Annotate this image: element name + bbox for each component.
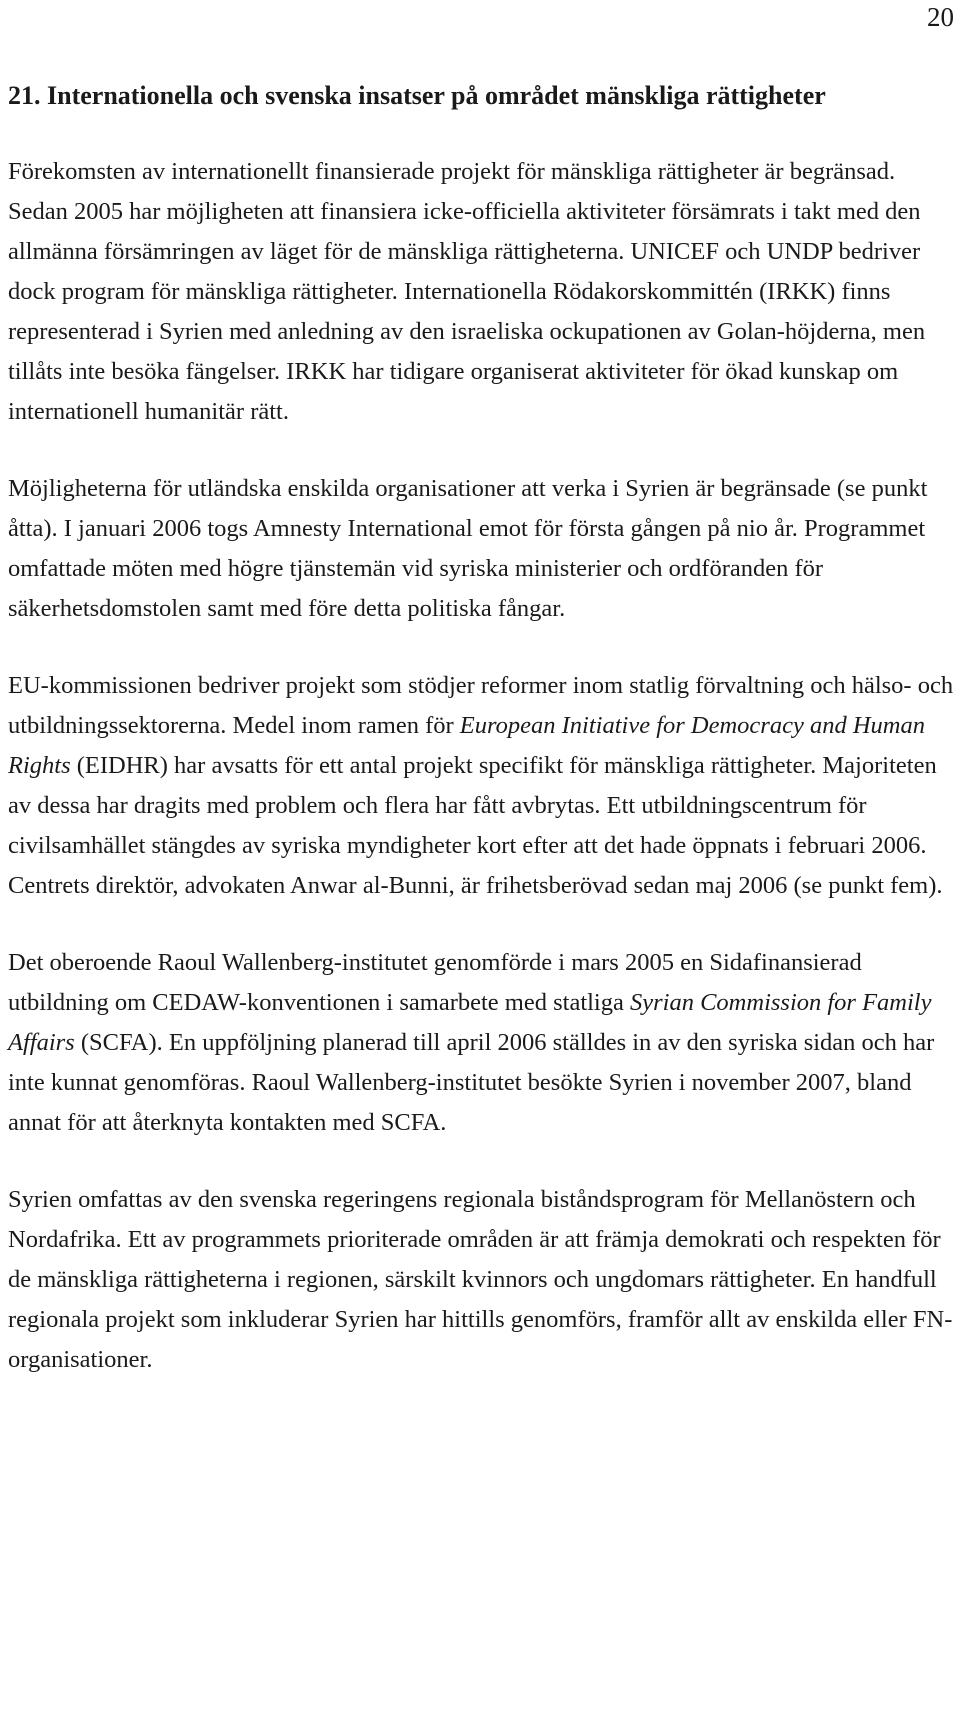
paragraph-5 [8,1180,956,1380]
italic-program-name: European Initiative for Democracy and Human Rights [8,712,925,779]
section-heading: 21. Internationella och svenska insatser på området mänskliga rättigheter [8,81,826,110]
paragraph-2 [8,469,956,629]
paragraph-text: Förekomsten av internationellt finansierade projekt för mänskliga rättigheter är begränsad. Sedan 2005 har möjligheten att finansiera icke-officiella aktiviteter försämrats i takt med den allmänna försämringen av läget för de mänskliga rättigheterna. UNICEF och UNDP bedriver dock program för mänskliga rättigheter. Internationella Rödakorskommittén (IRKK) finns representerad i Syrien med anledning av den israeliska ockupationen av Golan-höjderna, men tillåts inte besöka fängelser. IRKK har tidigare organiserat aktiviteter för ökad kunskap om internationell humanitär rätt. [8,158,926,425]
paragraph-text: Det oberoende Raoul Wallenberg-institutet genomförde i mars 2005 en Sidafinansierad utbildning om CEDAW-konventionen i samarbete med statliga [8,949,862,1016]
paragraph-text: Möjligheterna för utländska enskilda organisationer att verka i Syrien är begränsade (se punkt åtta). I januari 2006 togs Amnesty International emot för första gången på nio år. Programmet omfattade möten med högre tjänstemän vid syriska ministerier och ordföranden för säkerhetsdomstolen samt med före detta politiska fångar. [8,475,928,622]
page-number: 20 [927,2,954,32]
paragraph-text: (SCFA). En uppföljning planerad till april 2006 ställdes in av den syriska sidan och har inte kunnat genomföras. Raoul Wallenberg-institutet besökte Syrien i november 2007, bland annat för att återknyta kontakten med SCFA. [8,1029,935,1136]
paragraph-1 [8,152,956,432]
italic-organization-name: Syrian Commission for Family Affairs [8,989,932,1056]
paragraph-4 [8,943,956,1143]
paragraph-text: Syrien omfattas av den svenska regeringens regionala biståndsprogram för Mellanöstern och Nordafrika. Ett av programmets prioriterade områden är att främja demokrati och respekten för de mänskliga rättigheterna i regionen, särskilt kvinnors och ungdomars rättigheter. En handfull regionala projekt som inkluderar Syrien har hittills genomförs, framför allt av enskilda eller FN-organisationer. [8,1186,953,1373]
paragraph-3 [8,666,956,906]
paragraph-text: (EIDHR) har avsatts för ett antal projekt specifikt för mänskliga rättigheter. Majoriteten av dessa har dragits med problem och flera har fått avbrytas. Ett utbildningscentrum för civilsamhället stängdes av syriska myndigheter kort efter att det hade öppnats i februari 2006. Centrets direktör, advokaten Anwar al-Bunni, är frihetsberövad sedan maj 2006 (se punkt fem). [8,752,943,899]
paragraph-text: EU-kommissionen bedriver projekt som stödjer reformer inom statlig förvaltning och hälso- och utbildningssektorerna. Medel inom ramen för [8,672,954,739]
document-body [8,76,956,1380]
